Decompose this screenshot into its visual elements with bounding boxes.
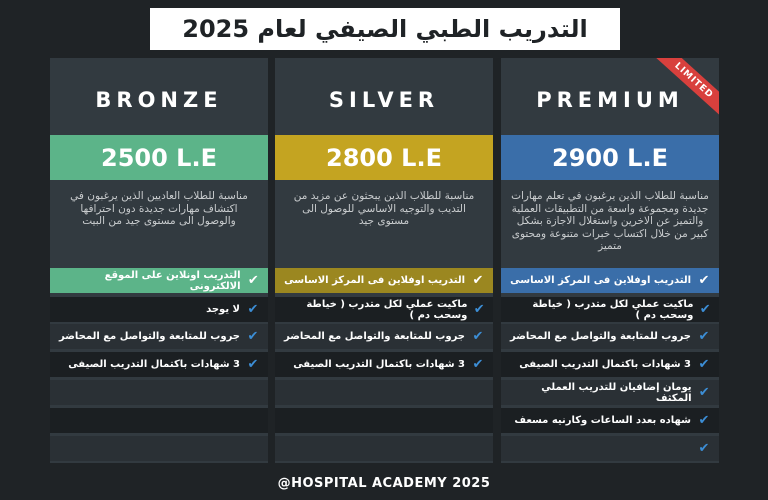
plan-price: 2900 L.E [501, 135, 719, 180]
feature-row [501, 268, 719, 293]
feature-row [501, 297, 719, 322]
feature-row [50, 380, 268, 405]
check-icon: ✔ [473, 302, 485, 317]
check-icon: ✔ [698, 413, 710, 428]
check-icon: ✔ [472, 357, 484, 372]
plan-price: 2800 L.E [275, 135, 493, 180]
plan-description: مناسبة للطلاب الذين يرغبون في تعلم مهارات جديدة ومجموعة واسعة من التطبيقات العملية والتميز عن الاخرين واستغلال الاجازة بشكل كبير من خلال اكتساب خبرات متنوعة ومحتوى متميز [511, 190, 709, 252]
feature-row [275, 436, 493, 461]
plan-name: BRONZE [95, 88, 223, 112]
check-icon: ✔ [247, 357, 259, 372]
check-icon: ✔ [698, 273, 710, 288]
feature-row [50, 408, 268, 433]
feature-row [501, 352, 719, 377]
feature-row [275, 297, 493, 322]
limited-ribbon: LIMITED [653, 58, 719, 118]
feature-row [50, 352, 268, 377]
feature-text: ماكيت عملي لكل متدرب ( خياطة وسحب دم ) [532, 298, 694, 321]
feature-row [275, 268, 493, 293]
feature-row [275, 324, 493, 349]
feature-text: التدريب اونلاين على الموقع الالكترونى [104, 269, 241, 292]
check-icon: ✔ [247, 302, 259, 317]
feature-row [50, 297, 268, 322]
feature-text: التدريب اوفلاين فى المركز الاساسى [510, 275, 691, 286]
feature-row [50, 436, 268, 461]
feature-row [50, 324, 268, 349]
plan-description: مناسبة للطلاب العاديين الذين يرغبون في اكتشاف مهارات جديدة دون احترافها والوصول الى مستوى جيد من البيت [70, 190, 248, 227]
check-icon: ✔ [472, 273, 484, 288]
check-icon: ✔ [698, 385, 710, 400]
feature-row [50, 268, 268, 293]
feature-text: 3 شهادات باكتمال التدريب الصيفى [519, 359, 691, 370]
page-title: التدريب الطبي الصيفي لعام 2025 [150, 8, 620, 50]
feature-row [275, 380, 493, 405]
feature-text: شهاده بعدد الساعات وكارنيه مسعف [514, 415, 691, 426]
feature-text: 3 شهادات باكتمال التدريب الصيفى [293, 359, 465, 370]
plan-name: PREMIUM [536, 88, 684, 112]
feature-row [501, 408, 719, 433]
plan-card-bronze[interactable] [50, 58, 268, 463]
plan-card-silver[interactable] [275, 58, 493, 463]
feature-text: جروب للمتابعة والتواصل مع المحاضر [284, 331, 465, 342]
plan-description: مناسبة للطلاب الذين يبحثون عن مزيد من التديب والتوجيه الاساسي للوصول الى مستوى جيد [293, 190, 475, 227]
feature-row [275, 352, 493, 377]
feature-text: 3 شهادات باكتمال التدريب الصيفى [68, 359, 240, 370]
check-icon: ✔ [699, 302, 711, 317]
check-icon: ✔ [698, 441, 710, 456]
check-icon: ✔ [247, 273, 259, 288]
feature-text: يومان إضافيان للتدريب العملي المكثف [541, 381, 692, 404]
plan-name: SILVER [328, 88, 440, 112]
feature-row [501, 324, 719, 349]
plan-price: 2500 L.E [50, 135, 268, 180]
feature-text: جروب للمتابعة والتواصل مع المحاضر [59, 331, 240, 342]
feature-row [275, 408, 493, 433]
feature-text: جروب للمتابعة والتواصل مع المحاضر [510, 331, 691, 342]
plan-card-premium[interactable] [501, 58, 719, 463]
check-icon: ✔ [698, 329, 710, 344]
feature-text: ماكيت عملي لكل متدرب ( خياطة وسحب دم ) [306, 298, 468, 321]
check-icon: ✔ [698, 357, 710, 372]
check-icon: ✔ [247, 329, 259, 344]
feature-row [501, 436, 719, 461]
feature-row [501, 380, 719, 405]
check-icon: ✔ [472, 329, 484, 344]
feature-text: التدريب اوفلاين فى المركز الاساسى [284, 275, 465, 286]
footer-credit: @HOSPITAL ACADEMY 2025 [277, 475, 491, 491]
feature-text: لا يوجد [206, 304, 240, 315]
